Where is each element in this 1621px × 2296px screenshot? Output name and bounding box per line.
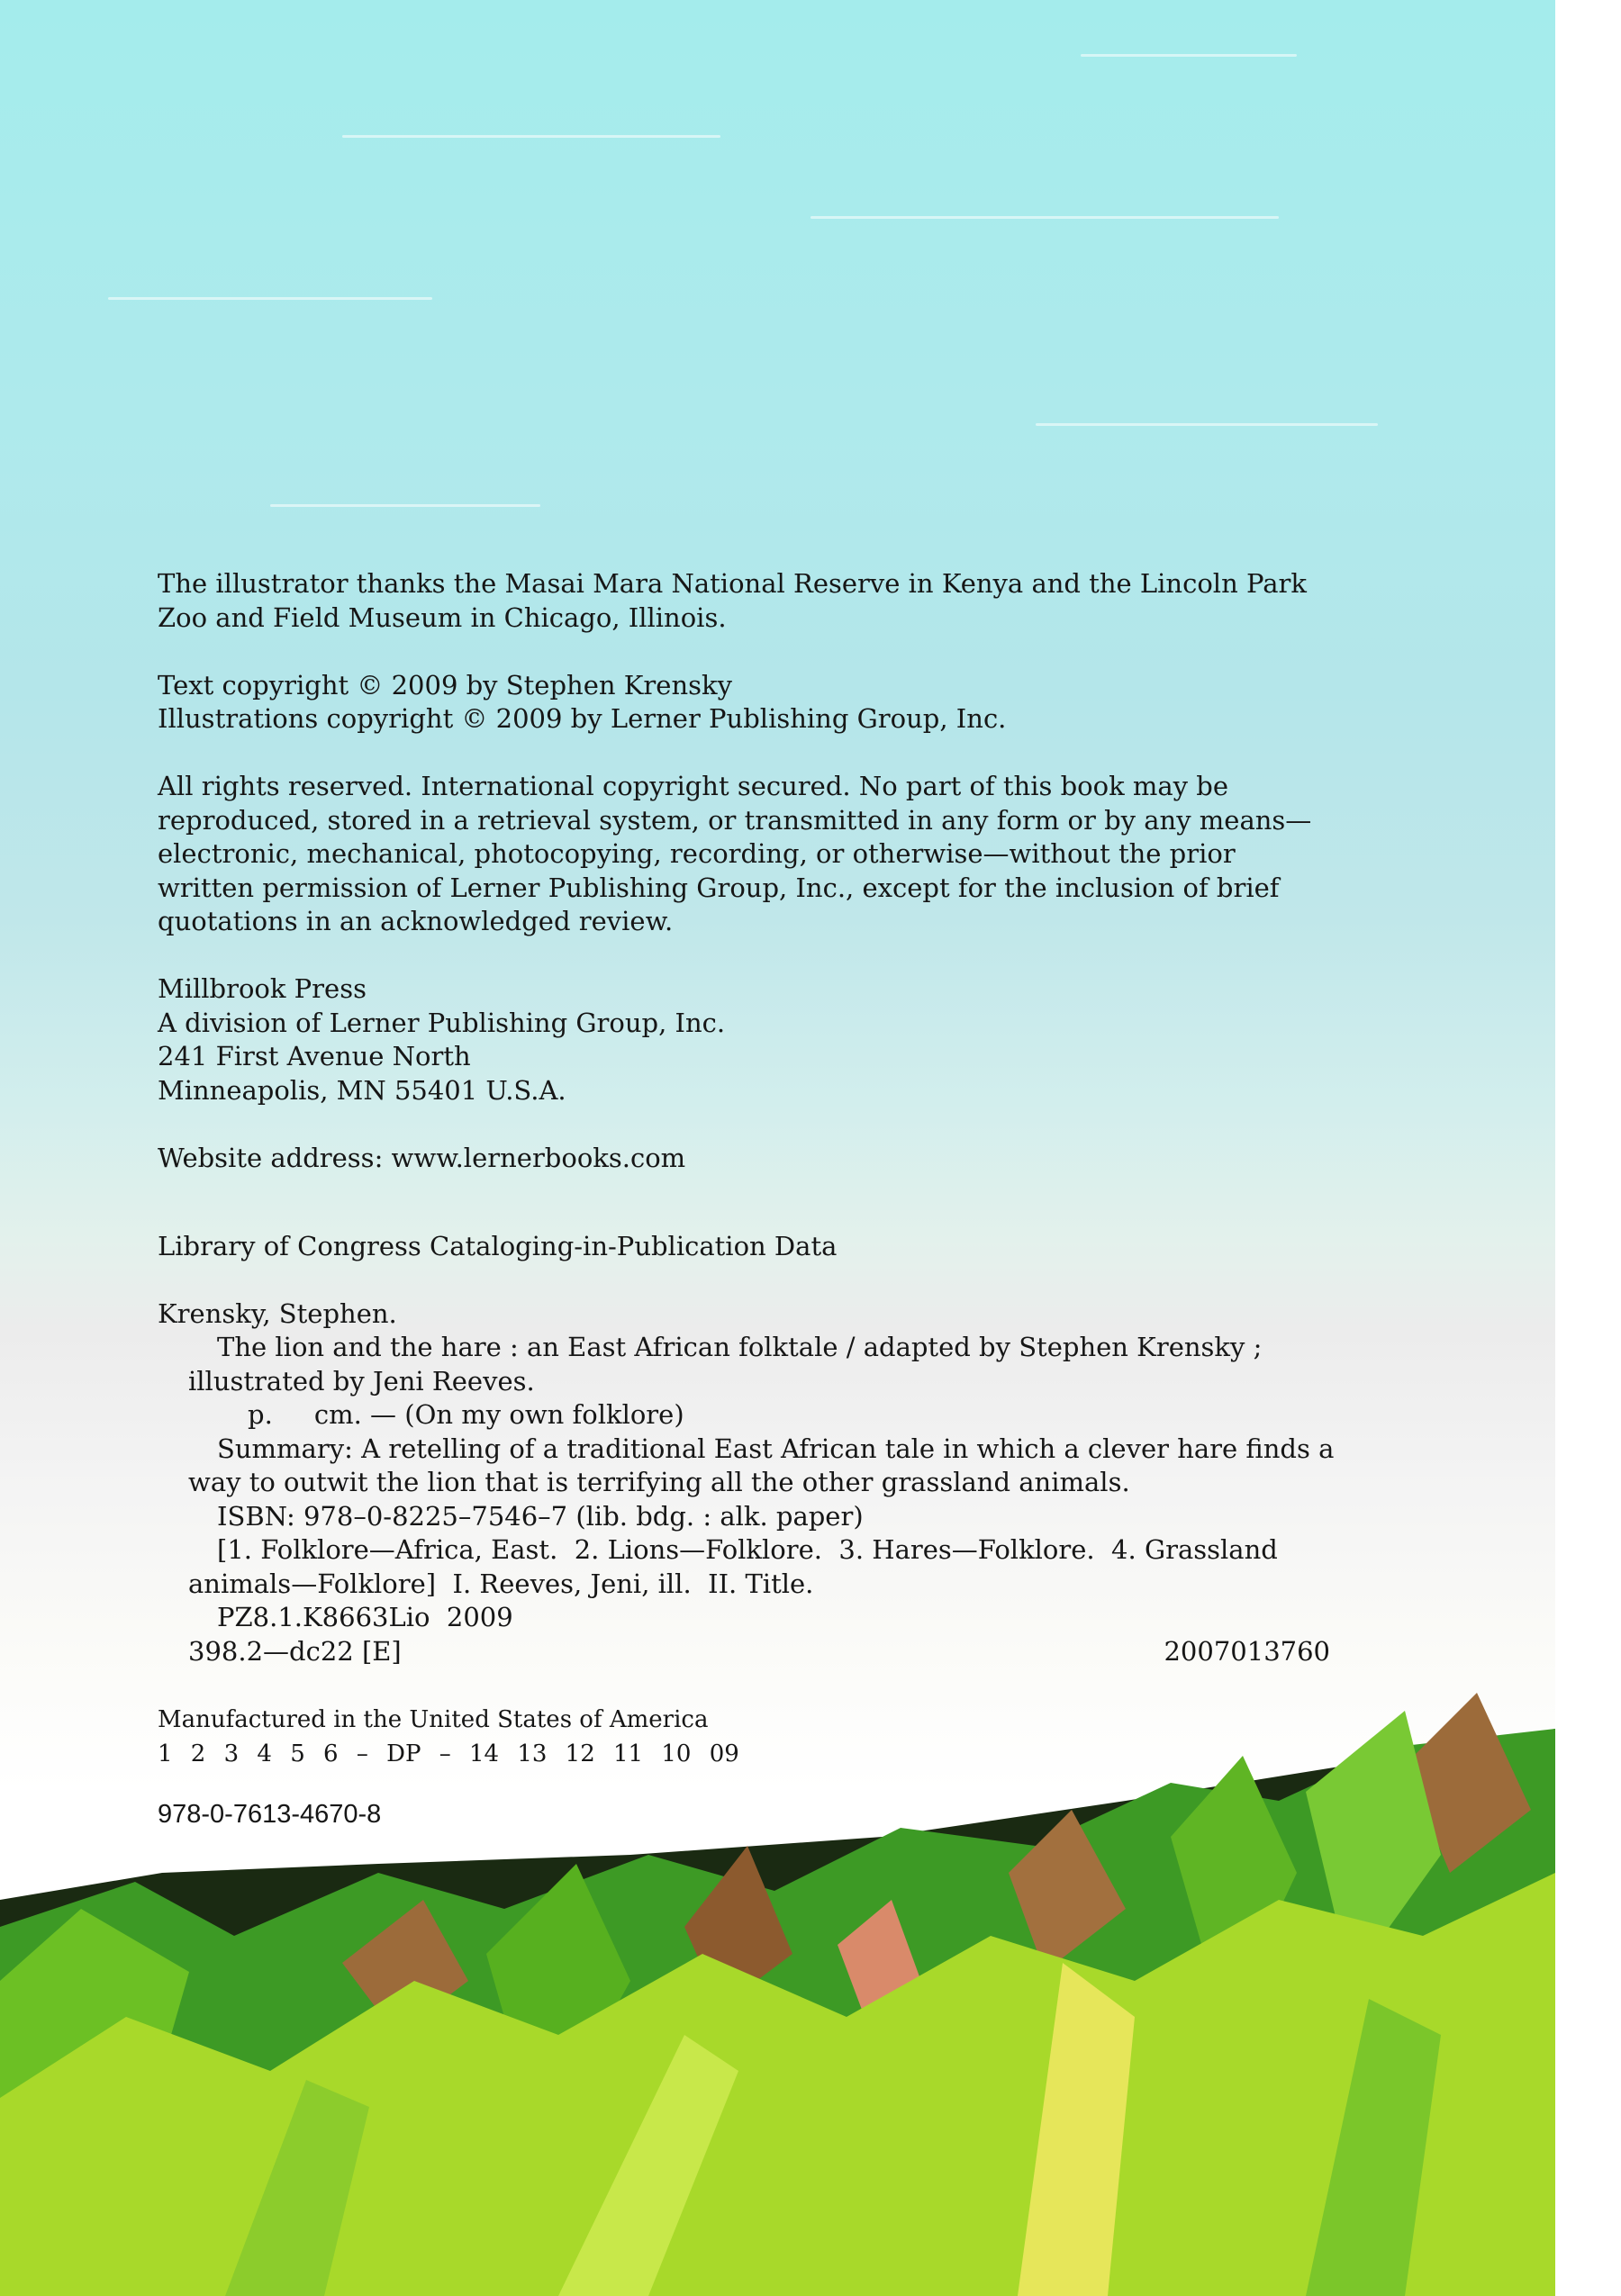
publisher-name: Millbrook Press: [158, 973, 367, 1004]
publisher-division: A division of Lerner Publishing Group, Inc.: [158, 1007, 726, 1038]
cip-summary: Summary: A retelling of a traditional East African tale in which a clever hare finds a: [217, 1433, 1335, 1464]
acknowledgment: [158, 567, 1328, 635]
rights-line: electronic, mechanical, photocopying, recording, or otherwise—without the prior: [158, 838, 1236, 869]
isbn-13: [158, 1798, 1328, 1832]
cip-record: [158, 1297, 1335, 1669]
cip-heading: Library of Congress Cataloging-in-Publication Data: [158, 1230, 838, 1261]
cip-heading-block: [158, 1230, 1328, 1264]
cip-isbn: ISBN: 978–0-8225–7546–7 (lib. bdg. : alk. paper): [217, 1500, 864, 1532]
print-line: 1 2 3 4 5 6 – DP – 14 13 12 11 10 09: [158, 1740, 739, 1767]
manufacturing-info: [158, 1703, 1328, 1771]
rights-line: All rights reserved. International copyright secured. No part of this book may be: [158, 771, 1228, 801]
publisher-address: [158, 972, 1328, 1107]
rights-statement: [158, 770, 1328, 939]
publisher-street: 241 First Avenue North: [158, 1041, 471, 1071]
cip-title-continued: illustrated by Jeni Reeves.: [188, 1365, 535, 1397]
cip-subjects: [1. Folklore—Africa, East. 2. Lions—Folklore. 3. Hares—Folklore. 4. Grassland: [217, 1534, 1278, 1565]
cip-physical-description: p. cm. — (On my own folklore): [248, 1399, 684, 1430]
website: [158, 1142, 1328, 1176]
manufactured-in: Manufactured in the United States of America: [158, 1705, 709, 1733]
publisher-city: Minneapolis, MN 55401 U.S.A.: [158, 1074, 566, 1106]
website-address: Website address: www.lernerbooks.com: [158, 1142, 686, 1173]
rights-line: reproduced, stored in a retrieval system, or transmitted in any form or by any means—: [158, 804, 1312, 836]
rights-line: quotations in an acknowledged review.: [158, 906, 674, 936]
cip-dewey: 398.2—dc22 [E]: [188, 1635, 402, 1667]
cip-lccn: 2007013760: [1164, 1635, 1330, 1667]
cip-classification: PZ8.1.K8663Lio 2009: [217, 1602, 513, 1632]
cip-subjects-continued: animals—Folklore] I. Reeves, Jeni, ill. II. Title.: [188, 1568, 814, 1599]
cip-author: Krensky, Stephen.: [158, 1297, 397, 1329]
cip-dewey-row: [158, 1635, 1330, 1669]
isbn-13-value: 978-0-7613-4670-8: [158, 1799, 382, 1829]
text-copyright: Text copyright © 2009 by Stephen Krensky: [158, 669, 732, 701]
copyright-notices: [158, 669, 1328, 737]
cip-summary-continued: way to outwit the lion that is terrifying all the other grassland animals.: [188, 1467, 1130, 1497]
acknowledgment-line: The illustrator thanks the Masai Mara National Reserve in Kenya and the Lincoln Park: [158, 568, 1307, 599]
cip-title: The lion and the hare : an East African folktale / adapted by Stephen Krensky ;: [217, 1332, 1263, 1362]
copyright-text-block: [158, 567, 1335, 1831]
rights-line: written permission of Lerner Publishing Group, Inc., except for the inclusion of brief: [158, 872, 1280, 903]
illustrations-copyright: Illustrations copyright © 2009 by Lerner Publishing Group, Inc.: [158, 703, 1007, 734]
acknowledgment-line: Zoo and Field Museum in Chicago, Illinois.: [158, 601, 727, 633]
